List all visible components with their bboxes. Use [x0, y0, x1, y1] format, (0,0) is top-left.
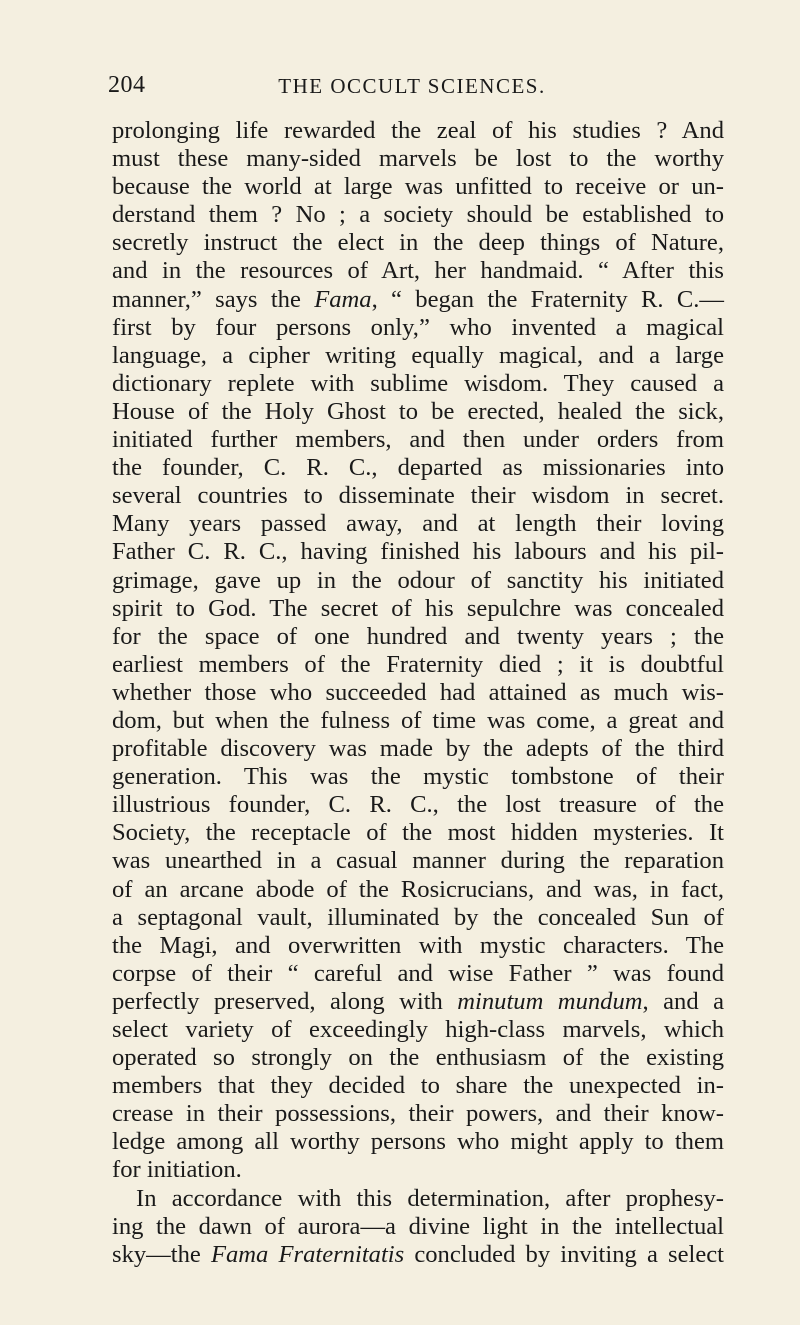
book-page [108, 72, 725, 1268]
text-line: ledge among all worthy persons who might apply to them [112, 1128, 724, 1156]
text-line: because the world at large was unfitted to receive or un- [112, 173, 724, 201]
text-line: a septagonal vault, illuminated by the concealed Sun of [112, 903, 724, 931]
text-line [112, 1241, 724, 1269]
body-text [112, 117, 724, 1269]
text-line: members that they decided to share the unexpected in- [112, 1072, 724, 1100]
italic-title: Fama Fraternitatis [210, 1240, 405, 1268]
text-line: secretly instruct the elect in the deep things of Nature, [112, 229, 724, 257]
text-line: House of the Holy Ghost to be erected, healed the sick, [112, 397, 724, 425]
text-line: initiated further members, and then under orders from [112, 426, 724, 454]
text-line: first by four persons only,” who invented a magical [112, 313, 724, 341]
text-run: concluded by inviting a select [404, 1240, 724, 1268]
text-run: manner,” says the [112, 285, 315, 313]
text-run: sky—the [112, 1240, 211, 1268]
text-line: corpse of their “ careful and wise Father ” was found [112, 959, 724, 987]
text-line: the Magi, and overwritten with mystic characters. The [112, 931, 724, 959]
text-line: profitable discovery was made by the adepts of the third [112, 735, 724, 763]
text-run: , “ began the Fraternity R. C.— [371, 285, 725, 313]
text-line [112, 988, 724, 1016]
text-line: for the space of one hundred and twenty years ; the [112, 622, 724, 650]
text-line: the founder, C. R. C., departed as missionaries into [112, 454, 724, 482]
text-line: Many years passed away, and at length their loving [112, 510, 724, 538]
text-line [112, 286, 724, 314]
text-run: , and a [642, 987, 725, 1015]
page-header [108, 72, 712, 112]
text-line: dictionary replete with sublime wisdom. They caused a [112, 369, 724, 397]
text-line: earliest members of the Fraternity died ; it is doubtful [112, 650, 724, 678]
running-head: THE OCCULT SCIENCES. [278, 74, 546, 98]
text-line: must these many-sided marvels be lost to the worthy [112, 145, 724, 173]
italic-title: Fama [314, 285, 372, 313]
text-line: dom, but when the fulness of time was come, a great and [112, 706, 724, 734]
text-line: operated so strongly on the enthusiasm of the existing [112, 1044, 724, 1072]
text-line: whether those who succeeded had attained as much wis- [112, 678, 724, 706]
text-run: perfectly preserved, along with [112, 987, 458, 1015]
text-line: and in the resources of Art, her handmaid. “ After this [112, 257, 724, 285]
text-line: ing the dawn of aurora—a divine light in the intellectual [112, 1212, 724, 1240]
page-number: 204 [108, 72, 146, 98]
text-line: for initiation. [112, 1156, 242, 1184]
text-line: was unearthed in a casual manner during the reparation [112, 847, 724, 875]
text-line: language, a cipher writing equally magical, and a large [112, 341, 724, 369]
text-line: of an arcane abode of the Rosicrucians, and was, in fact, [112, 875, 724, 903]
text-line: In accordance with this determination, after prophesy- [136, 1184, 724, 1212]
text-line: Society, the receptacle of the most hidden mysteries. It [112, 819, 724, 847]
text-line: spirit to God. The secret of his sepulchre was concealed [112, 594, 724, 622]
text-line: grimage, gave up in the odour of sanctity his initiated [112, 566, 724, 594]
text-line: derstand them ? No ; a society should be established to [112, 201, 724, 229]
text-line: prolonging life rewarded the zeal of his studies ? And [112, 117, 724, 144]
text-line: several countries to disseminate their wisdom in secret. [112, 482, 724, 510]
text-line: Father C. R. C., having finished his labours and his pil- [112, 538, 724, 566]
text-line: crease in their possessions, their powers, and their know- [112, 1100, 724, 1128]
text-line: generation. This was the mystic tombstone of their [112, 763, 724, 791]
text-line: illustrious founder, C. R. C., the lost treasure of the [112, 791, 724, 819]
text-line: select variety of exceedingly high-class marvels, which [112, 1016, 724, 1043]
italic-phrase: minutum mundum [457, 987, 643, 1015]
